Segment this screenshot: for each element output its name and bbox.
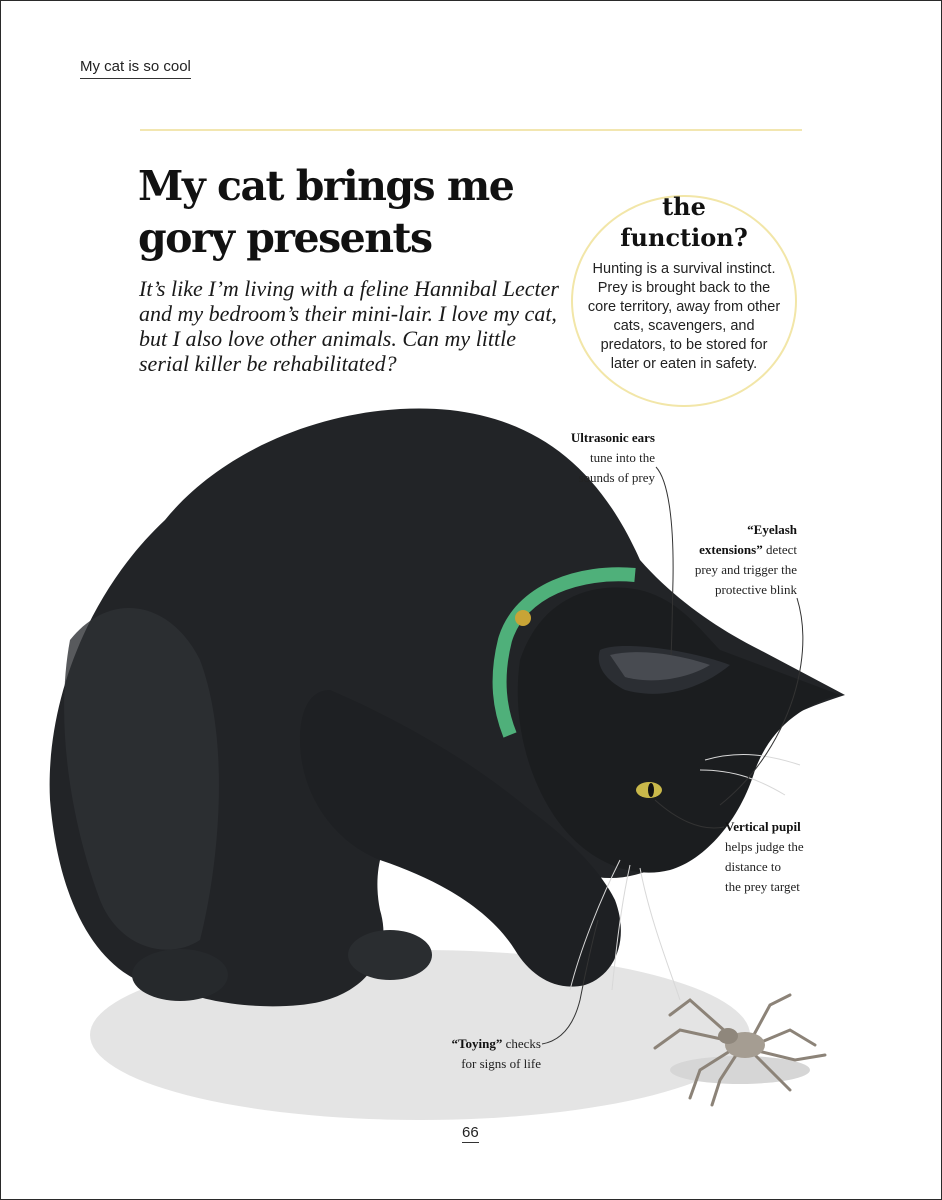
spider-head xyxy=(718,1028,738,1044)
annotation-eyelash-line2 xyxy=(640,540,797,560)
annotation-pupil-line3: the prey target xyxy=(725,879,800,894)
annotation-toying-line1 xyxy=(400,1034,541,1054)
annotation-pupil-title: Vertical pupil xyxy=(725,819,801,834)
annotation-pupil xyxy=(725,817,845,897)
annotation-eyelash-title2: extensions” xyxy=(699,542,763,557)
annotation-ears xyxy=(500,428,655,488)
cat-rear-paw xyxy=(132,949,228,1001)
annotation-pupil-line2: distance to xyxy=(725,859,781,874)
annotation-pupil-line1: helps judge the xyxy=(725,839,804,854)
collar-bell xyxy=(515,610,531,626)
cat-hind-paw xyxy=(348,930,432,980)
annotation-eyelash xyxy=(640,520,797,600)
annotation-eyelash-rest: detect xyxy=(762,542,797,557)
annotation-ears-line2: sounds of prey xyxy=(578,470,655,485)
annotation-ears-title: Ultrasonic ears xyxy=(570,430,655,445)
annotation-toying-title: “Toying” xyxy=(451,1036,503,1051)
annotation-toying-rest: checks xyxy=(502,1036,541,1051)
function-body: Hunting is a survival instinct. Prey is brought back to the core territory, away from other cats, scavengers, and predators, to be stored for later or eaten in safety. xyxy=(587,261,781,372)
annotation-eyelash-line4: protective blink xyxy=(715,582,797,597)
annotation-toying xyxy=(400,1034,541,1074)
page-title: My cat brings me gory presents xyxy=(138,162,514,262)
annotation-toying-line2: for signs of life xyxy=(461,1056,541,1071)
spider-shadow xyxy=(670,1056,810,1084)
annotation-ears-line1: tune into the xyxy=(590,450,655,465)
annotation-eyelash-line3: prey and trigger the xyxy=(694,562,797,577)
annotation-eyelash-title: “Eyelash xyxy=(747,522,797,537)
function-heading-line2: function? xyxy=(620,223,748,252)
cat-pupil xyxy=(648,783,654,797)
function-heading-line1: the xyxy=(662,192,706,221)
page-number: 66 xyxy=(462,1124,479,1141)
running-head: My cat is so cool xyxy=(80,58,191,79)
intro-text: It’s like I’m living with a feline Hannibal Lecter and my bedroom’s their mini-lair. I love my cat, but I also love other animals. Can my little serial killer be rehabilitated? xyxy=(139,276,559,376)
